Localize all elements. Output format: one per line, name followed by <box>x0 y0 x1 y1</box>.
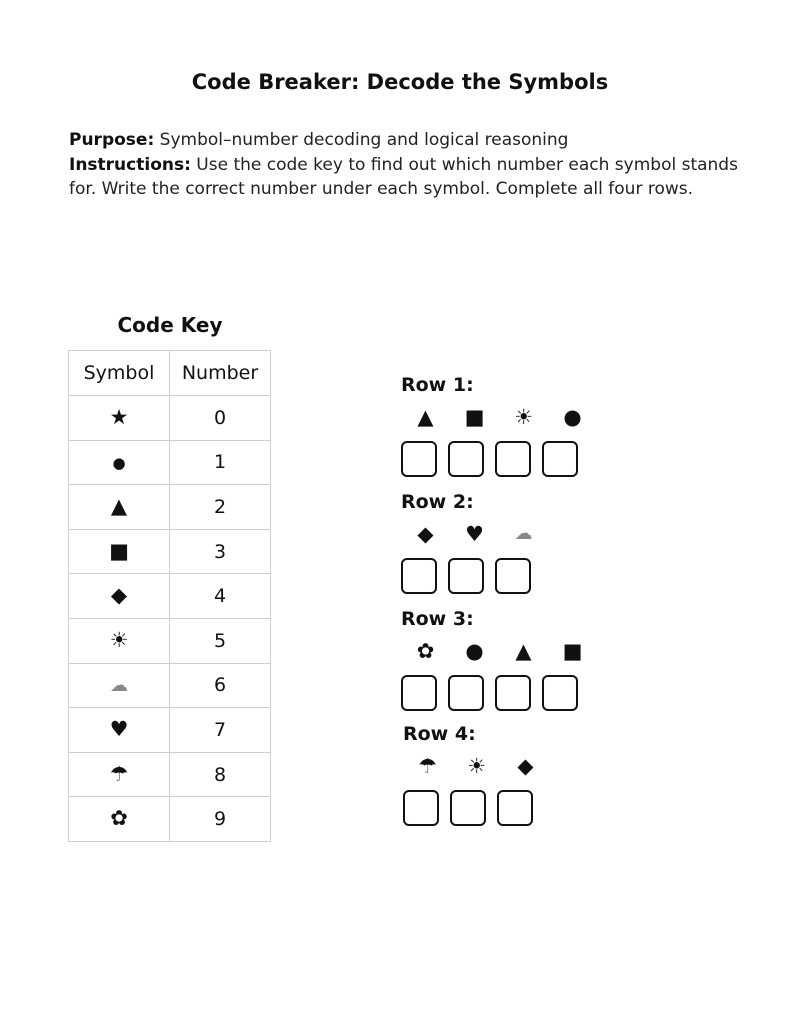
code-key-number-cell: 5 <box>170 618 271 663</box>
code-key-symbol-cell <box>69 618 170 663</box>
code-key-header-row <box>69 351 271 396</box>
code-key-number-cell: 1 <box>170 440 271 485</box>
answer-box[interactable] <box>403 790 439 826</box>
answer-boxes <box>403 790 550 826</box>
circle-icon: ● <box>465 638 484 663</box>
code-key-number-cell: 9 <box>170 797 271 842</box>
puzzle-row-3 <box>401 607 597 711</box>
puzzle-row-label: Row 3: <box>401 608 474 630</box>
triangle-icon: ▲ <box>515 638 532 663</box>
puzzle-row-4 <box>403 722 550 826</box>
triangle-icon: ▲ <box>417 404 434 429</box>
page-title: Code Breaker: Decode the Symbols <box>191 70 609 94</box>
sun-icon: ☀ <box>467 753 486 778</box>
umbrella-icon: ☂ <box>418 753 437 778</box>
instructions-label: Instructions: <box>69 154 191 175</box>
answer-box[interactable] <box>495 675 531 711</box>
code-key-number-cell: 7 <box>170 708 271 753</box>
heart-icon: ♥ <box>465 521 484 546</box>
code-key-symbol-cell <box>69 663 170 708</box>
code-key-row <box>69 440 271 485</box>
purpose-text: Symbol–number decoding and logical reasoning <box>154 130 569 150</box>
code-key-row <box>69 485 271 530</box>
code-key-body <box>69 396 271 842</box>
sun-icon: ☀ <box>514 404 533 429</box>
puzzle-row-label: Row 2: <box>401 491 474 513</box>
answer-box[interactable] <box>401 441 437 477</box>
code-key-row <box>69 663 271 708</box>
code-key-row <box>69 797 271 842</box>
triangle-icon: ▲ <box>110 493 128 518</box>
diamond-icon: ◆ <box>517 753 534 778</box>
puzzle-row-symbols <box>401 521 548 547</box>
code-key-symbol-cell <box>69 752 170 797</box>
code-key-symbol-cell <box>69 440 170 485</box>
answer-box[interactable] <box>497 790 533 826</box>
symbol-column-header: Symbol <box>69 351 170 396</box>
answer-box[interactable] <box>450 790 486 826</box>
umbrella-icon: ☂ <box>109 761 129 786</box>
puzzle-row-label: Row 4: <box>403 723 476 745</box>
flower-icon: ✿ <box>416 638 435 663</box>
answer-box[interactable] <box>542 441 578 477</box>
heart-icon: ♥ <box>109 716 129 741</box>
diamond-icon: ◆ <box>417 521 434 546</box>
square-icon: ■ <box>562 638 583 663</box>
code-key-number-cell: 3 <box>170 529 271 574</box>
code-key-symbol-cell <box>69 529 170 574</box>
cloud-icon: ☁ <box>110 675 128 697</box>
answer-box[interactable] <box>448 675 484 711</box>
code-key-table <box>68 350 271 842</box>
answer-box[interactable] <box>495 441 531 477</box>
code-key-number-cell: 4 <box>170 574 271 619</box>
answer-box[interactable] <box>448 558 484 594</box>
answer-boxes <box>401 558 548 594</box>
code-key-row <box>69 574 271 619</box>
small-circle-icon: ● <box>112 454 126 473</box>
code-key-row <box>69 752 271 797</box>
code-key-number-cell: 8 <box>170 752 271 797</box>
flower-icon: ✿ <box>110 806 128 831</box>
answer-box[interactable] <box>495 558 531 594</box>
code-key-title: Code Key <box>117 313 223 337</box>
purpose-label: Purpose: <box>69 130 155 150</box>
instructions-text: Use the code key to find out which number each symbol stands for. Write the correct number under each symbol. Complete all four rows. <box>69 154 738 199</box>
square-icon: ■ <box>464 404 485 429</box>
code-key-row <box>69 396 271 441</box>
puzzle-row-symbols <box>401 404 597 430</box>
code-key-number-cell: 6 <box>170 663 271 708</box>
number-column-header: Number <box>170 351 271 396</box>
code-key-symbol-cell <box>69 396 170 441</box>
purpose-line <box>69 128 769 153</box>
puzzle-row-symbols <box>403 753 550 779</box>
code-key-number-cell: 2 <box>170 485 271 530</box>
circle-icon: ● <box>563 404 582 429</box>
cloud-icon: ☁ <box>514 523 533 544</box>
diamond-icon: ◆ <box>110 583 128 608</box>
puzzle-row-symbols <box>401 638 597 664</box>
instructions-line <box>69 153 769 202</box>
puzzle-row-2 <box>401 490 548 594</box>
code-key-row <box>69 529 271 574</box>
code-key-row <box>69 618 271 663</box>
puzzle-row-label: Row 1: <box>401 374 474 396</box>
puzzle-row-1 <box>401 373 597 477</box>
code-key-symbol-cell <box>69 797 170 842</box>
answer-box[interactable] <box>401 675 437 711</box>
answer-boxes <box>401 441 597 477</box>
answer-box[interactable] <box>542 675 578 711</box>
answer-box[interactable] <box>448 441 484 477</box>
code-key-number-cell: 0 <box>170 396 271 441</box>
star-icon: ★ <box>109 404 129 429</box>
answer-boxes <box>401 675 597 711</box>
code-key-symbol-cell <box>69 708 170 753</box>
code-key-symbol-cell <box>69 485 170 530</box>
code-key-row <box>69 708 271 753</box>
sun-icon: ☀ <box>109 627 129 652</box>
intro-text <box>69 128 769 202</box>
code-key-symbol-cell <box>69 574 170 619</box>
square-icon: ■ <box>109 538 129 563</box>
answer-box[interactable] <box>401 558 437 594</box>
